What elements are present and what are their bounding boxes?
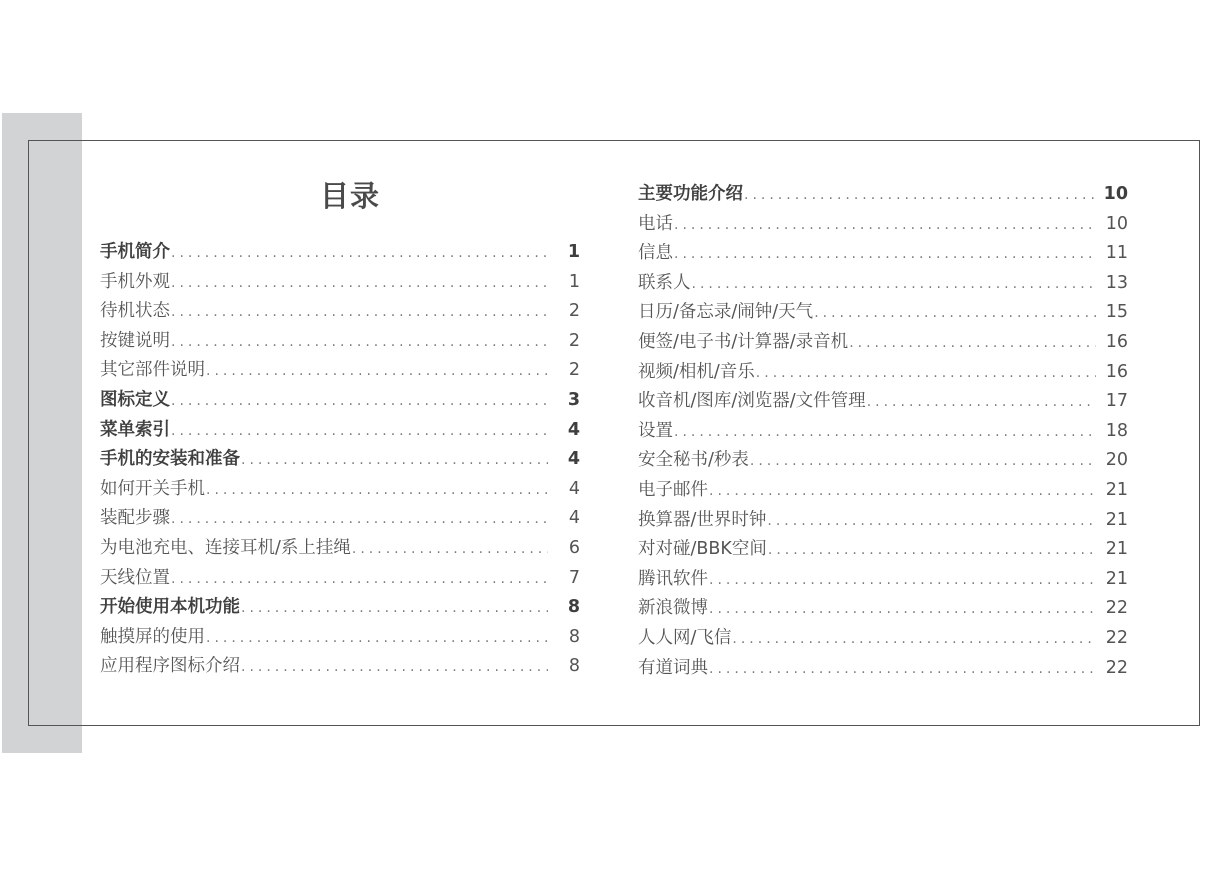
dot-leader (206, 630, 548, 646)
dot-leader (171, 423, 548, 439)
toc-entry[interactable] (638, 535, 1128, 565)
toc-entry[interactable] (638, 358, 1128, 388)
toc-entry[interactable] (100, 445, 580, 475)
toc-entry[interactable] (638, 565, 1128, 595)
toc-entry[interactable] (638, 417, 1128, 447)
toc-entry-page: 18 (1105, 420, 1128, 441)
toc-entry-label: 手机外观 (100, 271, 170, 292)
dot-leader (206, 363, 548, 379)
toc-entry-page: 7 (568, 567, 580, 588)
toc-entry-label: 手机简介 (100, 242, 170, 262)
toc-entry-page: 21 (1105, 509, 1128, 530)
toc-entry-page: 13 (1105, 272, 1128, 293)
toc-entry-page: 15 (1105, 302, 1128, 323)
toc-entry[interactable] (100, 534, 580, 564)
toc-entry-page: 21 (1105, 539, 1128, 560)
toc-entry[interactable] (638, 476, 1128, 506)
toc-entry[interactable] (100, 564, 580, 594)
toc-entry-page: 22 (1105, 657, 1128, 678)
toc-entry-page: 2 (568, 301, 580, 322)
toc-entry-label: 信息 (638, 243, 673, 264)
toc-entry-label: 天线位置 (100, 567, 170, 588)
toc-entry-page: 1 (567, 242, 580, 262)
toc-entry-page: 1 (568, 271, 580, 292)
toc-entry-label: 人人网/飞信 (638, 627, 732, 648)
toc-entry[interactable] (100, 356, 580, 386)
dot-leader (171, 511, 548, 527)
toc-entry-label: 按键说明 (100, 330, 170, 351)
toc-entry-label: 触摸屏的使用 (100, 626, 205, 647)
toc-entry-page: 10 (1103, 184, 1128, 204)
toc-entry-label: 电子邮件 (638, 479, 708, 500)
toc-entry-page: 2 (568, 360, 580, 381)
dot-leader (241, 659, 548, 675)
toc-entry-label: 手机的安装和准备 (100, 449, 240, 470)
toc-entry-label: 日历/备忘录/闹钟/天气 (638, 302, 814, 323)
toc-entry-label: 如何开关手机 (100, 478, 205, 499)
toc-entry-label: 应用程序图标介绍 (100, 656, 240, 677)
toc-entry[interactable] (638, 210, 1128, 240)
toc-entry[interactable] (638, 506, 1128, 536)
toc-entry-page: 22 (1105, 598, 1128, 619)
dot-leader (171, 304, 548, 320)
toc-entry[interactable] (100, 504, 580, 534)
dot-leader (241, 452, 548, 468)
dot-leader (709, 601, 1096, 617)
dot-leader (867, 394, 1096, 410)
toc-entry[interactable] (100, 652, 580, 682)
toc-entry-label: 安全秘书/秒表 (638, 450, 749, 471)
toc-entry[interactable] (638, 387, 1128, 417)
toc-entry-page: 17 (1105, 391, 1128, 412)
toc-entry-label: 联系人 (638, 272, 691, 293)
toc-entry-page: 8 (568, 626, 580, 647)
dot-leader (692, 276, 1097, 292)
dot-leader (744, 187, 1096, 203)
toc-entry-page: 8 (568, 656, 580, 677)
toc-entry[interactable] (638, 328, 1128, 358)
toc-entry[interactable] (638, 594, 1128, 624)
toc-entry-page: 16 (1105, 361, 1128, 382)
dot-leader (171, 334, 548, 350)
dot-leader (732, 631, 1096, 647)
toc-entry-label: 菜单索引 (100, 419, 170, 440)
toc-entry-page: 4 (567, 419, 580, 440)
toc-entry-label: 装配步骤 (100, 508, 170, 529)
toc-entry[interactable] (100, 593, 580, 623)
dot-leader (756, 365, 1096, 381)
toc-entry-page: 4 (568, 478, 580, 499)
toc-entry[interactable] (638, 180, 1128, 210)
dot-leader (750, 453, 1096, 469)
dot-leader (674, 217, 1096, 233)
toc-entry-label: 换算器/世界时钟 (638, 509, 767, 530)
toc-entry-label: 有道词典 (638, 657, 708, 678)
toc-entry[interactable] (638, 624, 1128, 654)
page-title: 目录 (319, 179, 380, 213)
toc-entry-label: 腾讯软件 (638, 568, 708, 589)
toc-entry[interactable] (100, 386, 580, 416)
toc-entry-page: 21 (1105, 479, 1128, 500)
dot-leader (171, 393, 548, 409)
toc-entry[interactable] (638, 298, 1128, 328)
toc-entry-label: 视频/相机/音乐 (638, 361, 755, 382)
dot-leader (849, 335, 1096, 351)
toc-entry-label: 主要功能介绍 (638, 184, 743, 204)
toc-entry-label: 其它部件说明 (100, 360, 205, 381)
toc-entry-page: 20 (1105, 450, 1128, 471)
toc-entry-page: 4 (567, 449, 580, 470)
toc-entry[interactable] (100, 416, 580, 446)
toc-entry-page: 8 (567, 597, 580, 618)
toc-entry-label: 待机状态 (100, 301, 170, 322)
toc-entry-label: 对对碰/BBK空间 (638, 539, 767, 560)
toc-entry[interactable] (100, 297, 580, 327)
toc-entry-page: 21 (1105, 568, 1128, 589)
dot-leader (674, 424, 1096, 440)
dot-leader (206, 482, 548, 498)
toc-entry-page: 10 (1105, 213, 1128, 234)
toc-entry-label: 电话 (638, 213, 673, 234)
toc-entry[interactable] (638, 654, 1128, 684)
dot-leader (171, 571, 548, 587)
dot-leader (241, 600, 548, 616)
toc-entry-label: 新浪微博 (638, 598, 708, 619)
toc-entry-label: 收音机/图库/浏览器/文件管理 (638, 391, 866, 412)
toc-entry[interactable] (638, 269, 1128, 299)
toc-left-column (100, 238, 580, 682)
dot-leader (709, 572, 1096, 588)
toc-entry-page: 11 (1105, 243, 1128, 264)
dot-leader (674, 246, 1096, 262)
toc-entry-page: 6 (568, 537, 580, 558)
dot-leader (171, 275, 548, 291)
dot-leader (352, 541, 548, 557)
toc-entry[interactable] (100, 327, 580, 357)
toc-entry-page: 4 (568, 508, 580, 529)
dot-leader (768, 542, 1096, 558)
dot-leader (171, 245, 548, 261)
toc-entry-label: 为电池充电、连接耳机/系上挂绳 (100, 537, 351, 558)
toc-entry-page: 16 (1105, 331, 1128, 352)
toc-entry[interactable] (100, 475, 580, 505)
dot-leader (767, 513, 1096, 529)
toc-entry[interactable] (100, 268, 580, 298)
dot-leader (814, 305, 1096, 321)
toc-entry-page: 3 (567, 389, 580, 410)
toc-entry-page: 22 (1105, 627, 1128, 648)
toc-entry-page: 2 (568, 330, 580, 351)
dot-leader (709, 661, 1096, 677)
toc-entry-label: 图标定义 (100, 389, 170, 410)
toc-entry-label: 开始使用本机功能 (100, 597, 240, 618)
toc-entry-label: 设置 (638, 420, 673, 441)
dot-leader (709, 483, 1096, 499)
toc-entry[interactable] (100, 238, 580, 268)
toc-right-column (638, 180, 1128, 683)
toc-entry-label: 便签/电子书/计算器/录音机 (638, 331, 849, 352)
toc-entry[interactable] (638, 239, 1128, 269)
toc-entry[interactable] (638, 446, 1128, 476)
toc-entry[interactable] (100, 623, 580, 653)
